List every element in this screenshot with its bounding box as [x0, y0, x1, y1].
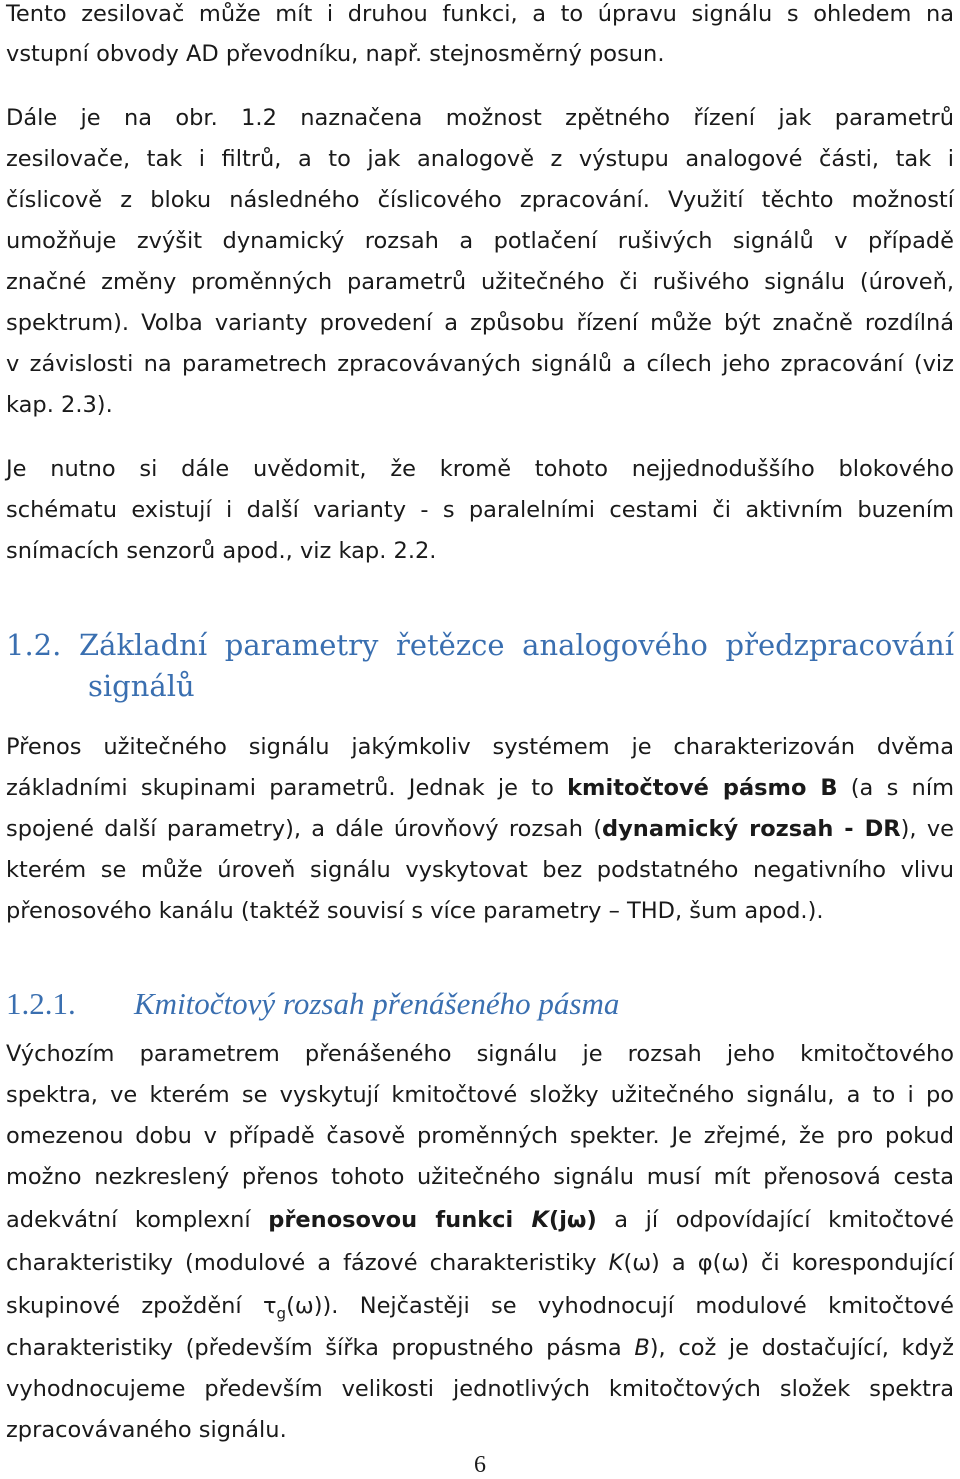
paragraph-1-line-1: Tento zesilovač může mít i druhou funkci, a to úpravu signálu s ohledem na — [6, 1, 954, 27]
paragraph-3-line-3: snímacích senzorů apod., viz kap. 2.2. — [6, 538, 437, 564]
paragraph-5-line-10: zpracovávaného signálu. — [6, 1417, 287, 1443]
paragraph-2-line-7: v závislosti na parametrech zpracovávaných signálů a cílech jeho zpracování (viz — [6, 351, 954, 377]
paragraph-2-line-1: Dále je na obr. 1.2 naznačena možnost zpětného řízení jak parametrů — [6, 105, 954, 131]
paragraph-4-line-5: přenosového kanálu (taktéž souvisí s více parametry – THD, šum apod.). — [6, 898, 824, 924]
paragraph-4-line-2: základními skupinami parametrů. Jednak je to kmitočtové pásmo B (a s ním — [6, 775, 954, 801]
section-title-line-2: signálů — [88, 669, 195, 703]
paragraph-3-line-1: Je nutno si dále uvědomit, že kromě tohoto nejjednoduššího blokového — [6, 456, 954, 482]
subsection-title: Kmitočtový rozsah přenášeného pásma — [134, 986, 620, 1021]
section-heading-1-2-1 — [6, 983, 619, 1025]
symbol-K: K — [531, 1207, 549, 1233]
paragraph-5-line-2: spektra, ve kterém se vyskytují kmitočtové složky užitečného signálu, a to i po — [6, 1082, 954, 1108]
section-title-line-1: Základní parametry řetězce analogového předzpracování — [79, 628, 955, 662]
paragraph-5-line-6: charakteristiky (modulové a fázové charakteristiky K(ω) a φ(ω) či korespondující — [6, 1250, 954, 1276]
subsection-number: 1.2.1. — [6, 986, 76, 1021]
paragraph-4-line-1: Přenos užitečného signálu jakýmkoliv systémem je charakterizován dvěma — [6, 734, 954, 760]
term-bandwidth: kmitočtové pásmo B — [567, 775, 838, 801]
paragraph-2-line-5: značné změny proměnných parametrů užitečného či rušivého signálu (úroveň, — [6, 269, 954, 295]
paragraph-5-line-9: vyhodnocujeme především velikosti jednotlivých kmitočtových složek spektra — [6, 1376, 954, 1402]
paragraph-5-line-1: Výchozím parametrem přenášeného signálu je rozsah jeho kmitočtového — [6, 1041, 954, 1067]
section-heading-1-2 — [6, 624, 954, 666]
section-number: 1.2. — [6, 628, 62, 662]
paragraph-2-line-3: číslicově z bloku následného číslicového zpracování. Využití těchto možností — [6, 187, 954, 213]
page-number: 6 — [474, 1452, 486, 1478]
paragraph-5-line-8: charakteristiky (především šířka propustného pásma B), což je dostačující, když — [6, 1335, 954, 1361]
paragraph-2-line-2: zesilovače, tak i filtrů, a to jak analogově z výstupu analogové části, tak i — [6, 146, 954, 172]
paragraph-2-line-6: spektrum). Volba varianty provedení a způsobu řízení může být značně rozdílná — [6, 310, 954, 336]
paragraph-5-line-3: omezenou dobu v případě časově proměnných spekter. Je zřejmé, že pro pokud — [6, 1123, 954, 1149]
paragraph-2-line-8: kap. 2.3). — [6, 392, 113, 418]
paragraph-2-line-4: umožňuje zvýšit dynamický rozsah a potlačení rušivých signálů v případě — [6, 228, 954, 254]
paragraph-3-line-2: schématu existují i další varianty - s paralelními cestami či aktivním buzením — [6, 497, 954, 523]
paragraph-5-line-5: adekvátní komplexní přenosovou funkci K(jω) a jí odpovídající kmitočtové — [6, 1207, 955, 1233]
term-dynamic-range: dynamický rozsah - DR — [602, 816, 901, 842]
paragraph-4-line-4: kterém se může úroveň signálu vyskytovat bez podstatného negativního vlivu — [6, 857, 954, 883]
paragraph-4-line-3: spojené další parametry), a dále úrovňový rozsah (dynamický rozsah - DR), ve — [6, 816, 954, 842]
paragraph-5-line-7: skupinové zpoždění $\tau_g(\omega)$). Nejčastěji se vyhodnocují modulové kmitočtové — [6, 1293, 954, 1323]
paragraph-5-line-4: možno nezkreslený přenos tohoto užitečného signálu musí mít přenosová cesta — [6, 1164, 954, 1190]
paragraph-1-line-2: vstupní obvody AD převodníku, např. stejnosměrný posun. — [6, 41, 665, 67]
